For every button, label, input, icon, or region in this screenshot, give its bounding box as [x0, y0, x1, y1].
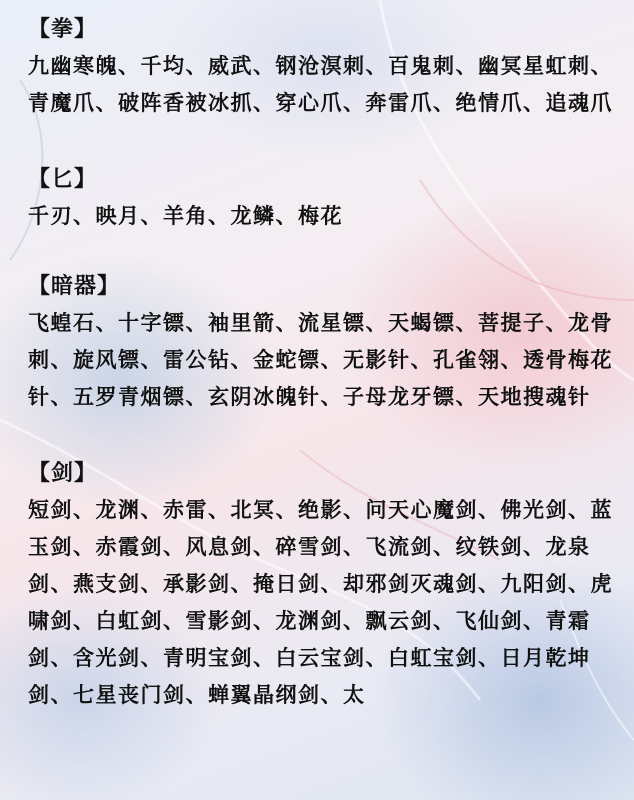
- section-dagger: [28, 162, 616, 235]
- section-heading-hidden-weapons: 【暗器】: [28, 274, 121, 299]
- section-text-sword: 短剑、龙渊、赤雷、北冥、绝影、问天心魔剑、佛光剑、蓝玉剑、赤霞剑、风息剑、碎雪剑、飞流剑、纹铁剑、龙泉剑、燕支剑、承影剑、掩日剑、却邪剑灭魂剑、九阳剑、虎啸剑、白虹剑、雪影剑、龙渊剑、飘云剑、飞仙剑、青霜剑、含光剑、青明宝剑、白云宝剑、白虹宝剑、日月乾坤剑、七星丧门剑、蝉翼晶纲剑、太: [28, 498, 613, 707]
- section-text-fist: 九幽寒魄、千均、威武、钢沧溟刺、百鬼刺、幽冥星虹刺、青魔爪、破阵香被冰抓、穿心爪、奔雷爪、绝情爪、追魂爪: [28, 54, 613, 115]
- section-sword: [28, 456, 616, 714]
- section-text-dagger: 千刃、映月、羊角、龙鳞、梅花: [28, 204, 343, 228]
- section-heading-dagger: 【匕】: [28, 167, 98, 192]
- section-hidden-weapons: [28, 269, 616, 416]
- section-heading-sword: 【剑】: [28, 461, 98, 486]
- section-fist: [28, 12, 616, 122]
- section-text-hidden-weapons: 飞蝗石、十字镖、袖里箭、流星镖、天蝎镖、菩提子、龙骨刺、旋风镖、雷公钻、金蛇镖、无影针、孔雀翎、透骨梅花针、五罗青烟镖、玄阴冰魄针、子母龙牙镖、天地搜魂针: [28, 311, 613, 409]
- section-heading-fist: 【拳】: [28, 17, 98, 42]
